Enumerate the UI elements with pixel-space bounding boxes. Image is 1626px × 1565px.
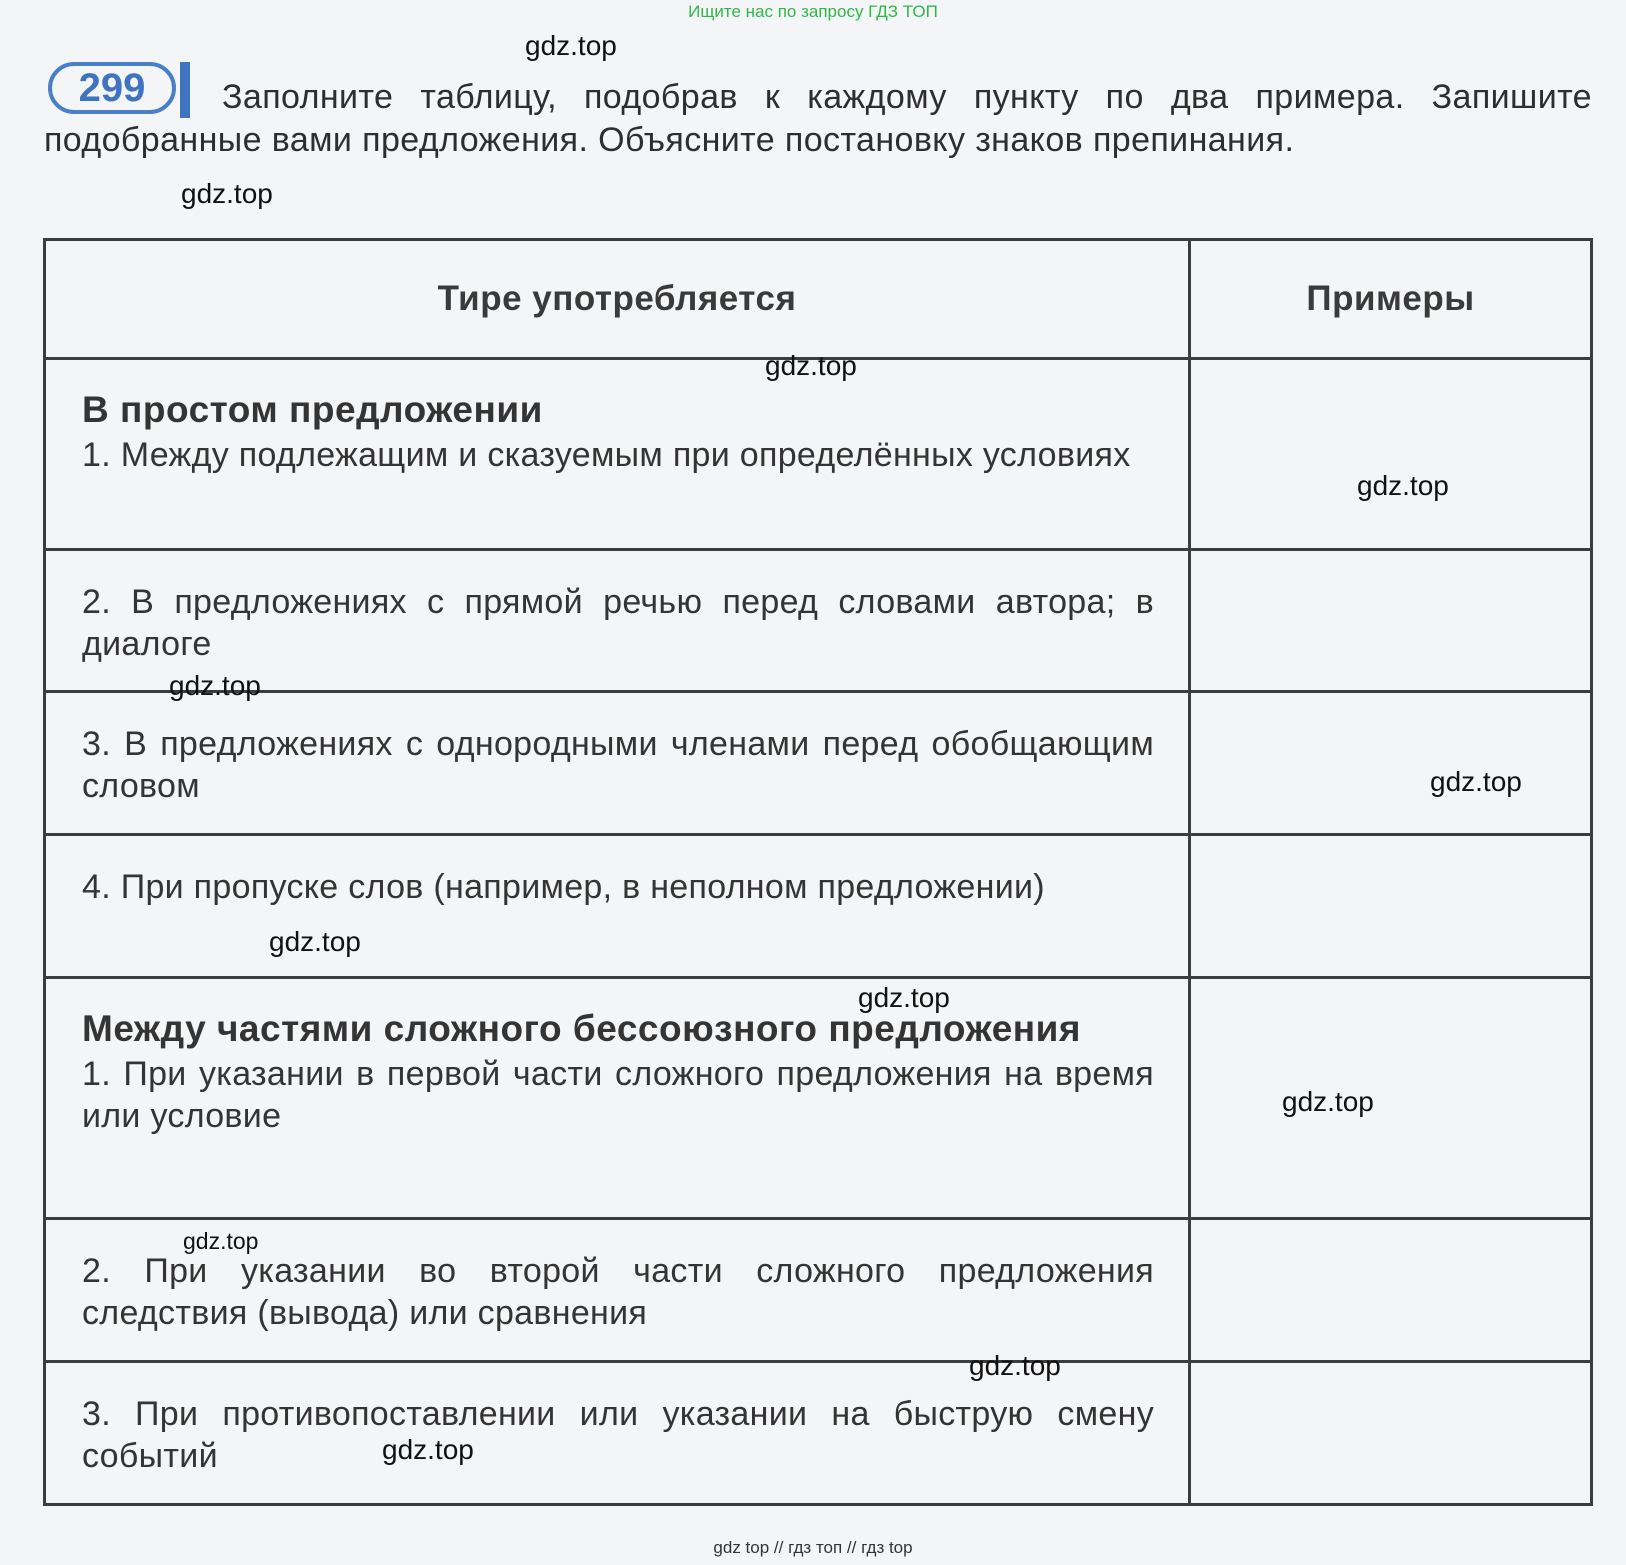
table-row (45, 1362, 1592, 1505)
table-row (45, 1219, 1592, 1362)
header-rule: Тире употребляется (45, 240, 1190, 359)
examples-cell[interactable] (1190, 358, 1592, 549)
table-row (45, 692, 1592, 835)
examples-cell[interactable] (1190, 549, 1592, 692)
punctuation-table (43, 238, 1593, 1506)
examples-cell[interactable] (1190, 692, 1592, 835)
rule-text: 4. При пропуске слов (например, в неполном предложении) (82, 868, 1045, 907)
watermark: gdz.top (1357, 470, 1449, 501)
watermark: gdz.top (969, 1350, 1061, 1381)
watermark: gdz.top (181, 178, 273, 209)
table-row (45, 358, 1592, 549)
watermark: gdz.top (1430, 766, 1522, 797)
watermark: gdz.top (169, 670, 261, 701)
exercise-number: 299 (78, 66, 146, 110)
rule-text: 3. При противопоставлении или указании на быструю смену событий (82, 1395, 1154, 1476)
examples-cell[interactable] (1190, 1362, 1592, 1505)
watermark: gdz.top (1282, 1086, 1374, 1117)
watermark: gdz.top (382, 1434, 474, 1465)
rule-text: 3. В предложениях с однородными членами перед обобщающим словом (82, 725, 1154, 806)
watermark: gdz.top (525, 30, 617, 61)
footer-note: gdz top // гдз топ // гдз top (713, 1538, 913, 1557)
examples-cell[interactable] (1190, 1219, 1592, 1362)
rule-text: 1. Между подлежащим и сказуемым при определённых условиях (82, 435, 1131, 474)
task-instructions (44, 76, 1592, 162)
rule-text: 1. При указании в первой части сложного предложения на время или условие (82, 1055, 1154, 1136)
rule-text: 2. В предложениях с прямой речью перед словами автора; в диалоге (82, 582, 1154, 663)
task-text: Заполните таблицу, подобрав к каждому пункту по два примера. Запишите подобранные вами предложения. Объясните постановку знаков препинания. (44, 78, 1592, 159)
header-note: Ищите нас по запросу ГДЗ ТОП (688, 2, 938, 21)
section-title-complex: Между частями сложного бессоюзного предложения (82, 1008, 1081, 1050)
examples-cell[interactable] (1190, 835, 1592, 978)
watermark: gdz.top (269, 926, 361, 957)
watermark: gdz.top (765, 350, 857, 381)
section-title-simple: В простом предложении (82, 388, 543, 430)
watermark: gdz.top (183, 1228, 259, 1254)
header-examples: Примеры (1190, 240, 1592, 359)
watermark: gdz.top (858, 982, 950, 1013)
table-header-row (45, 240, 1592, 359)
table-row (45, 549, 1592, 692)
examples-cell[interactable] (1190, 978, 1592, 1219)
rule-text: 2. При указании во второй части сложного предложения следствия (вывода) или сравнения (82, 1252, 1154, 1333)
